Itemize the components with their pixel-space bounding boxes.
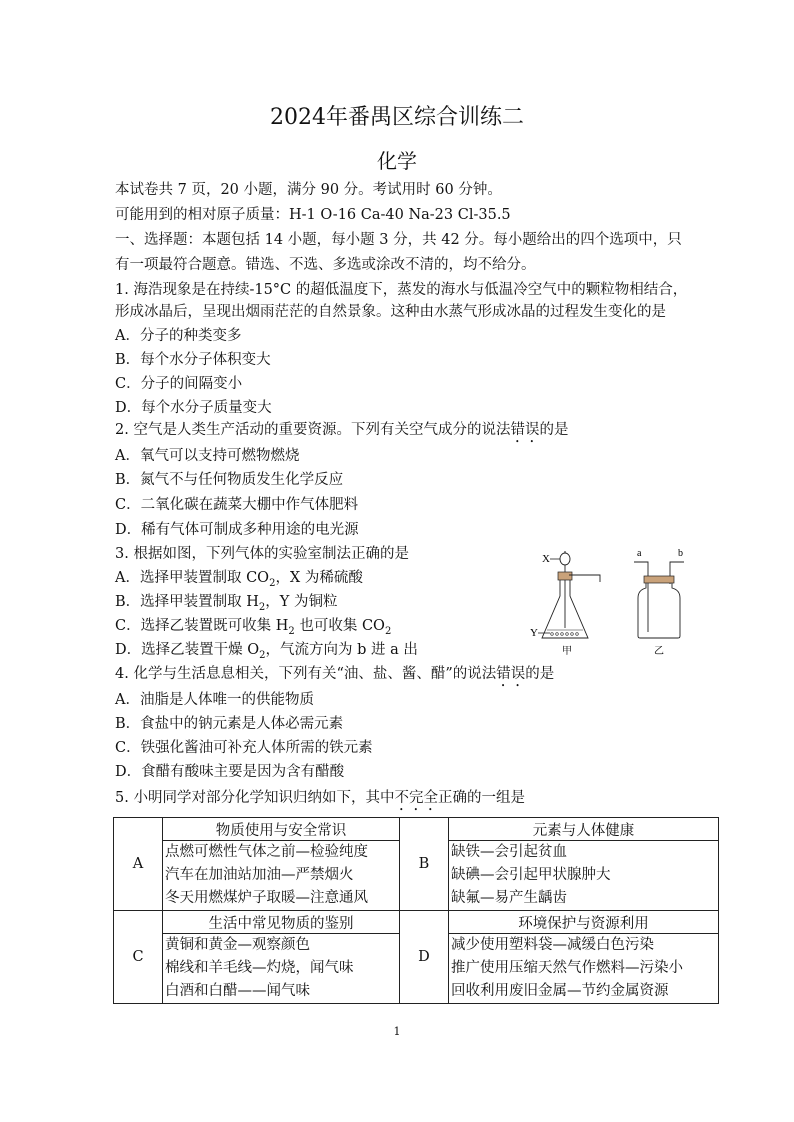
q2-option-c: C．二氧化碳在蔬菜大棚中作气体肥料 <box>115 497 359 513</box>
funnel-bulb <box>560 553 570 565</box>
list-item: 减少使用塑料袋—减缓白色污染 <box>450 937 654 953</box>
label-jia: 甲 <box>562 646 572 657</box>
section-instruction: 一、选择题：本题包括 14 小题，每小题 3 分，共 42 分。每小题给出的四个选项中，只 <box>115 232 682 248</box>
label-yi: 乙 <box>654 646 664 657</box>
label-y: Y <box>530 627 538 639</box>
q1-option-c: C．分子的间隔变小 <box>115 376 243 392</box>
stopper <box>558 572 572 580</box>
label-x: X <box>542 553 550 565</box>
q1-option-b: B．每个水分子体积变大 <box>115 352 271 368</box>
page-number: 1 <box>393 1025 401 1038</box>
label-b: b <box>678 548 683 559</box>
apparatus-figure <box>520 548 720 658</box>
q1-stem: 1. 海浩现象是在持续-15°C 的超低温度下，蒸发的海水与低温冷空气中的颗粒物相结合， <box>115 282 688 298</box>
group-c-items <box>163 934 400 1004</box>
group-a-header: 物质使用与安全常识 <box>163 818 400 841</box>
q5-emphasis: 不完全 <box>394 790 438 806</box>
list-item: 汽车在加油站加油—严禁烟火 <box>165 867 354 883</box>
group-a-items <box>163 841 400 911</box>
gas-bottle <box>638 583 680 638</box>
q4-option-d: D．食醋有酸味主要是因为含有醋酸 <box>115 764 345 780</box>
group-b-items <box>448 841 718 911</box>
q1-option-d: D．每个水分子质量变大 <box>115 400 272 416</box>
q2-option-d: D．稀有气体可制成多种用途的电光源 <box>115 522 359 538</box>
exam-title: 2024年番禺区综合训练二 <box>270 105 524 130</box>
q4-option-b: B．食盐中的钠元素是人体必需元素 <box>115 716 344 732</box>
q4-option-c: C．铁强化酱油可补充人体所需的铁元素 <box>115 740 373 756</box>
list-item: 点燃可燃性气体之前—检验纯度 <box>165 844 368 860</box>
q2-emphasis: 错误 <box>510 422 540 438</box>
q3-option-c: C．选择乙装置既可收集 $H_2$ 也可收集 $CO_2$ <box>115 618 392 637</box>
q4-emphasis: 错误 <box>496 666 526 682</box>
list-item: 缺氟—易产生龋齿 <box>450 890 567 906</box>
group-d-header: 环境保护与资源利用 <box>448 911 718 934</box>
list-item: 白酒和白醋——闻气味 <box>165 983 310 999</box>
q2-stem: 2. 空气是人类生产活动的重要资源。下列有关空气成分的说法错误的是 <box>115 422 569 438</box>
q5-stem: 5. 小明同学对部分化学知识归纳如下，其中不完全正确的一组是 <box>115 790 525 806</box>
q3-stem: 3. 根据如图，下列气体的实验室制法正确的是 <box>115 546 409 562</box>
q4-stem: 4. 化学与生活息息相关，下列有关“油、盐、酱、醋”的说法错误的是 <box>115 666 555 682</box>
atomic-mass-line: 可能用到的相对原子质量：H-1 O-16 Ca-40 Na-23 Cl-35.5 <box>115 207 511 223</box>
q3-option-a: A．选择甲装置制取 $CO_2$，X 为稀硫酸 <box>115 570 363 589</box>
group-d-items <box>448 934 718 1004</box>
long-tube <box>634 562 648 632</box>
q1-option-a: A．分子的种类变多 <box>115 328 242 344</box>
bottle-stopper <box>644 576 674 583</box>
q3-option-d: D．选择乙装置干燥 $O_2$，气流方向为 b 进 a 出 <box>115 642 418 661</box>
list-item: 冬天用燃煤炉子取暖—注意通风 <box>165 890 368 906</box>
knowledge-table <box>113 817 719 1004</box>
intro-line: 本试卷共 7 页，20 小题，满分 90 分。考试用时 60 分钟。 <box>115 182 502 198</box>
q4-option-a: A．油脂是人体唯一的供能物质 <box>115 692 314 708</box>
group-d-label: D <box>399 911 448 1004</box>
q2-option-b: B．氮气不与任何物质发生化学反应 <box>115 472 344 488</box>
q3-option-b: B．选择甲装置制取 $H_2$，Y 为铜粒 <box>115 594 338 613</box>
q1-stem-cont: 形成冰晶后，呈现出烟雨茫茫的自然景象。这种由水蒸气形成冰晶的过程发生变化的是 <box>115 304 666 320</box>
list-item: 棉线和羊毛线—灼烧，闻气味 <box>165 960 354 976</box>
group-b-header: 元素与人体健康 <box>448 818 718 841</box>
list-item: 缺铁—会引起贫血 <box>450 844 567 860</box>
list-item: 缺碘—会引起甲状腺肿大 <box>450 867 611 883</box>
list-item: 黄铜和黄金—观察颜色 <box>165 937 310 953</box>
list-item: 推广使用压缩天然气作燃料—污染小 <box>450 960 683 976</box>
subject-title: 化学 <box>377 149 417 173</box>
group-a-label: A <box>114 818 163 911</box>
group-c-label: C <box>114 911 163 1004</box>
q2-option-a: A．氧气可以支持可燃物燃烧 <box>115 448 300 464</box>
group-b-label: B <box>399 818 448 911</box>
section-instruction-cont: 有一项最符合题意。错选、不选、多选或涂改不清的，均不给分。 <box>115 257 536 273</box>
label-a: a <box>637 548 642 559</box>
group-c-header: 生活中常见物质的鉴别 <box>163 911 400 934</box>
list-item: 回收利用废旧金属—节约金属资源 <box>450 983 669 999</box>
